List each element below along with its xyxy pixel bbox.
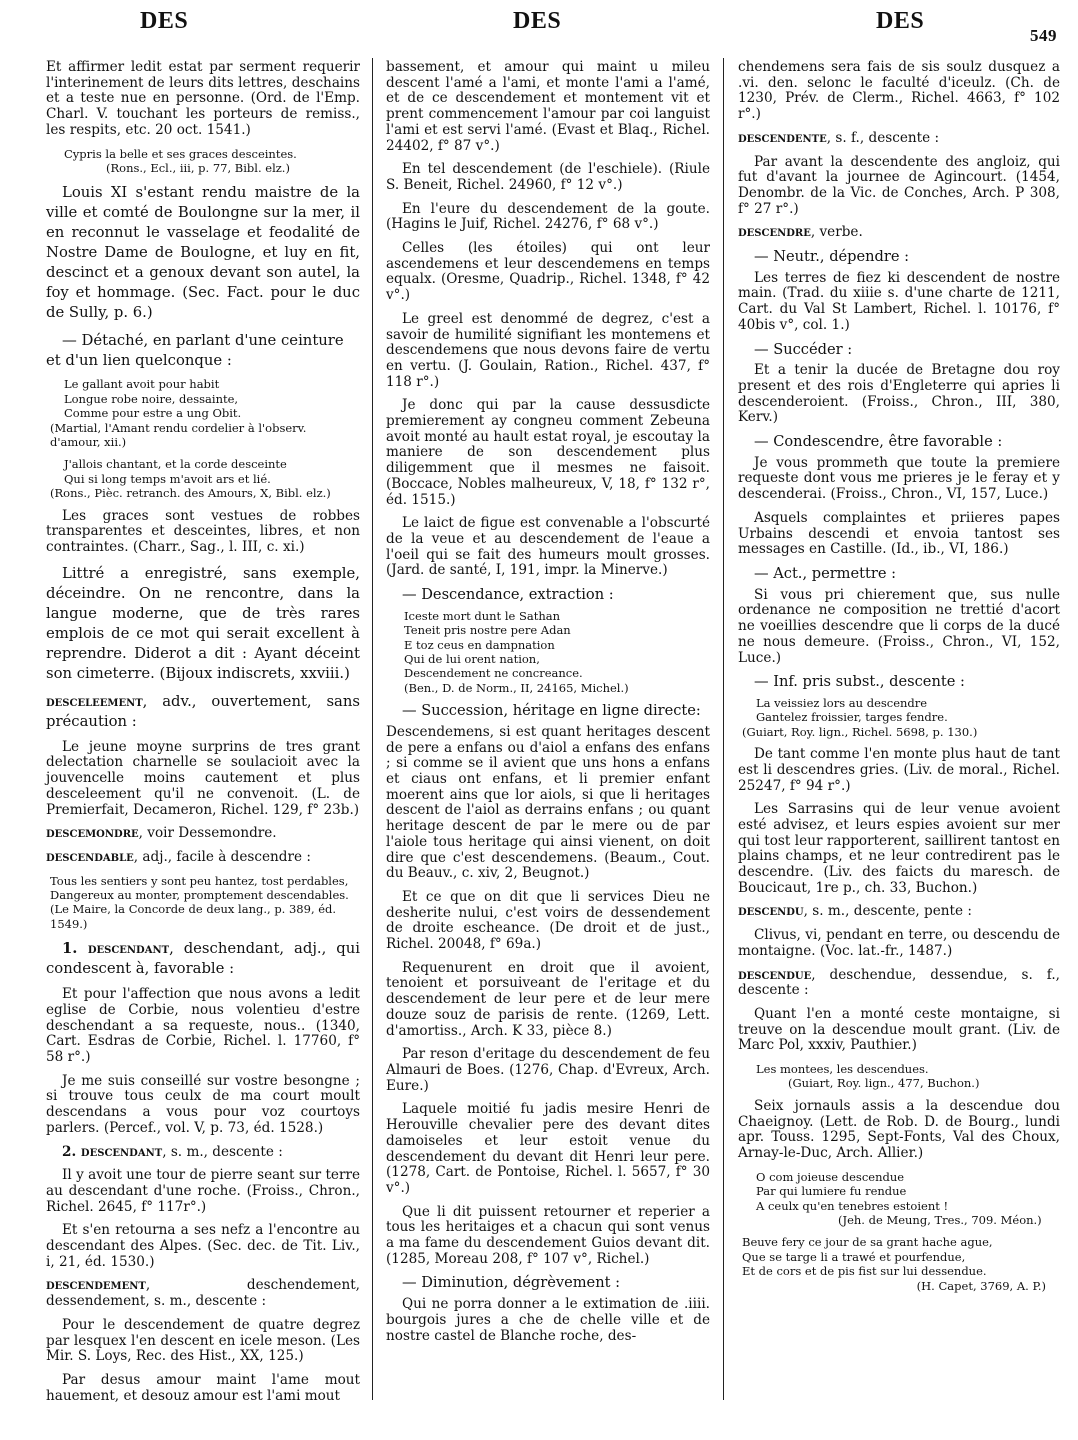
paragraph: Je vous prommeth que toute la premiere requeste dont vous me prieres je le feray et y descenderai. (Froiss., Chron., VI, 157, Luce.) — [738, 454, 1060, 503]
citation: (Rons., Ecl., iii, p. 77, Bibl. elz.) — [106, 160, 290, 175]
citation: (Martial, l'Amant rendu cordelier à l'observ. d'amour, xii.) — [50, 420, 307, 449]
column-3 — [738, 60, 1060, 1301]
entry-descelement — [46, 692, 360, 732]
headword: 1. descendant — [62, 940, 170, 958]
paragraph: En tel descendement (de l'eschiele). (Riule S. Beneit, Richel. 24960, f° 12 v°.) — [386, 161, 710, 193]
paragraph: Et pour l'affection que nous avons a ledit eglise de Corbie, nous volentieu d'estre deschendant a sa requeste, nous.. (1340, Cart. Esdras de Corbie, Richel. l. 17760, f° 58 r°.) — [46, 986, 360, 1066]
column-rule — [723, 58, 724, 1400]
verse-line: E toz ceus en dampnation — [404, 637, 555, 652]
quotation — [46, 874, 360, 932]
entry-descendant-2 — [46, 1145, 360, 1161]
column-2 — [386, 60, 710, 1352]
paragraph: Le greel est denommé de degrez, c'est a savoir de humilité signifiant les montemens et descendemens que nous devons faire de vertu en vertu. (J. Goulain, Ration., Richel. 437, f° 118 r°.) — [386, 310, 710, 390]
column-rule — [372, 58, 373, 1400]
running-head-center: DES — [513, 8, 562, 34]
citation: (Rons., Pièc. retranch. des Amours, X, Bibl. elz.) — [50, 486, 331, 501]
verse-line: Les montees, les descendues. — [756, 1062, 929, 1077]
quotation — [46, 457, 360, 500]
verse-line: Qui si long temps m'avoit ars et lié. — [64, 471, 271, 486]
column-1 — [46, 60, 360, 1412]
quotation — [738, 1170, 1060, 1228]
paragraph: Si vous pri chierement que, sus nulle ordenance ne composition ne trettié d'acort ne voeillies descendre que li corps de la ducé ne nous demeure. (Froiss., Chron., VI, 152, Luce.) — [738, 586, 1060, 666]
paragraph: Que li dit puissent retourner et reperier a tous les heritaiges et a chacun qui sont venus a ma fame du descendement Guios devant dit. (1285, Moreau 208, f° 107 v°, Richel.) — [386, 1203, 710, 1267]
verse-line: Le gallant avoit pour habit — [64, 377, 220, 392]
paragraph: Par avant la descendente des angloiz, qui fut d'avant la journee de Agincourt. (1454, Denombr. de la Vic. de Conches, Arch. P 308, f° 27 r°.) — [738, 153, 1060, 217]
entry-descendre — [738, 225, 1060, 241]
paragraph: Le jeune moyne surprins de tres grant delectation charnelle se soulacioit avec la jouvencelle moins cautement et plus desceleement qu'il ne convenoit. (L. de Premierfait, Decameron, Richel. 129, f° 23b.) — [46, 738, 360, 818]
paragraph: Et s'en retourna a ses nefz a l'encontre au descendant des Alpes. (Sec. dec. de Tit. Liv., i, 21, éd. 1530.) — [46, 1222, 360, 1270]
headword: descendement — [46, 1277, 146, 1294]
entry-gloss: , s. m., descente, pente : — [803, 903, 972, 920]
paragraph: Je donc qui par la cause dessusdicte premierement ay congneu comment Zebeuna avoit monté au hault estat royal, je escoutay la maniere de son descendement plus diligemment que il mesmes ne faisoit. (Boccace, Nobles malheureux, V, 18, f° 132 r°, éd. 1515.) — [386, 397, 710, 508]
sense-heading: — Act., permettre : — [754, 564, 897, 582]
paragraph: En l'eure du descendement de la goute. (Hagins le Juif, Richel. 24276, f° 68 v°.) — [386, 200, 710, 233]
citation: (Le Maire, la Concorde de deux lang., p. 389, éd. 1549.) — [50, 902, 337, 931]
entry-gloss: , voir Dessemondre. — [138, 825, 277, 842]
entry-gloss: , verbe. — [810, 224, 863, 241]
running-head-left: DES — [140, 8, 189, 34]
verse-line: Qui de lui orent nation, — [404, 652, 540, 667]
quotation — [738, 696, 1060, 739]
entry-descemondre — [46, 826, 360, 842]
sense-heading: — Détaché, en parlant d'une ceinture et d'un lien quelconque : — [46, 332, 344, 370]
paragraph: Je me suis conseillé sur vostre besongne ; si trouve tous ceulx de ma court moult descendans a vous pour voz courtoys parlers. (Percef., vol. V, p. 73, éd. 1528.) — [46, 1072, 360, 1136]
paragraph: Clivus, vi, pendant en terre, ou descendu de montaigne. (Voc. lat.-fr., 1487.) — [738, 927, 1060, 959]
entry-descendu — [738, 904, 1060, 920]
paragraph: Seix jornauls assis a la descendue dou Chaeignoy. (Lett. de Rob. D. de Bourg., lundi apr. Touss. 1295, Sept-Fonts, Val des Choux, Arnay-le-Duc, Arch. Allier.) — [738, 1097, 1060, 1161]
paragraph: Les graces sont vestues de robbes transparentes et desceintes, libres, et non contraintes. (Charr., Sag., l. III, c. xi.) — [46, 507, 360, 555]
paragraph: Par reson d'eritage du descendement de feu Almauri de Boes. (1276, Chap. d'Evreux, Arch. Eure.) — [386, 1046, 710, 1094]
headword: descemondre — [46, 825, 139, 842]
paragraph: Asquels complaintes et priieres papes Urbains descendi et envoia tantost ses messages en Castille. (Id., ib., VI, 186.) — [738, 509, 1060, 558]
paragraph: Quant l'en a monté ceste montaigne, si treuve on la descendue moult grant. (Liv. de Marc Pol, xxxiv, Pauthier.) — [738, 1005, 1060, 1054]
sense-heading: — Succession, héritage en ligne directe: — [402, 702, 701, 720]
paragraph: Et a tenir la ducée de Bretagne dou roy present et des rois d'Engleterre qui apries li descenderoient. (Froiss., Chron., III, 380, Kerv.) — [738, 362, 1060, 426]
paragraph: Celles (les étoiles) qui ont leur ascendemens et leur descendemens en temps equalx. (Oresme, Quadrip., Richel. 1348, f° 42 v°.) — [386, 240, 710, 304]
entry-descendant-1 — [46, 939, 360, 979]
verse-line: Que se targe li a trawé et pourfendue, — [742, 1249, 966, 1264]
entry-gloss: , deschendant, adj., qui condescent à, favorable : — [46, 940, 360, 978]
paragraph: Les terres de fiez ki descendent de nostre main. (Trad. du xiiie s. d'une charte de 1211, Cart. du Val St Lambert, Richel. l. 10176, f° 40bis v°, col. 1.) — [738, 269, 1060, 333]
sense-heading: — Succéder : — [754, 340, 853, 358]
verse-line: Longue robe noire, dessainte, — [64, 391, 239, 406]
paragraph: Laquele moitié fu jadis mesire Henri de Herouville chevalier pere des devant dites damoiseles et leur estoit venue du descendement du devant dit Henri leur pere. (1278, Cart. de Pontoise, Richel. l. 5657, f° 30 v°.) — [386, 1101, 710, 1196]
quotation — [738, 1062, 1060, 1091]
paragraph: De tant comme l'en monte plus haut de tant est li descendres gries. (Liv. de moral., Richel. 25247, f° 94 r°.) — [738, 746, 1060, 794]
quotation — [46, 147, 360, 176]
page-number: 549 — [1030, 26, 1057, 45]
quotation — [46, 377, 360, 449]
paragraph: Les Sarrasins qui de leur venue avoient esté advisez, et leurs espies avoient sur mer qui tost leur rapporterent, saillirent tantost en plains champs, et ne leur contredirent pas le descendre. (Liv. des faicts du maresch. de Boucicaut, 1re p., ch. 33, Buchon.) — [738, 801, 1060, 896]
verse-line: J'allois chantant, et la corde desceinte — [64, 457, 287, 472]
editorial-note: Littré a enregistré, sans exemple, déceindre. On ne rencontre, dans la langue moderne, que de très rares emplois de ce mot qui serait excellent à reprendre. Diderot a dit : Ayant déceint son cimeterre. (Bijoux indiscrets, xxviii.) — [46, 564, 360, 682]
sense-heading: — Diminution, dégrèvement : — [402, 1274, 621, 1292]
entry-gloss: , adv., ouvertement, sans précaution : — [46, 692, 360, 730]
sense-heading: — Neutr., dépendre : — [754, 248, 910, 266]
paragraph: Il y avoit une tour de pierre seant sur terre au descendant d'une roche. (Froiss., Chron., Richel. 2645, f° 117r°.) — [46, 1167, 360, 1215]
entry-descendable — [46, 850, 360, 866]
entry-gloss: , deschendue, dessendue, s. f., descente : — [738, 966, 1060, 999]
sense-heading: — Inf. pris subst., descente : — [754, 673, 965, 691]
headword: 2. descendant — [62, 1143, 163, 1160]
paragraph: Requenurent en droit que il avoient, tenoient et porsuiveant de l'eritage et du descendement de leur pere et de leur mere douze souz de parisis de rente. (1269, Lett. d'amortiss., Arch. K 33, pièce 8.) — [386, 959, 710, 1039]
paragraph: chendemens sera fais de sis soulz dusquez a .vi. den. selonc le faculté d'iceulz. (Ch. de 1230, Prév. de Clerm., Richel. 4663, f° 102 r°.) — [738, 59, 1060, 123]
verse-line: Beuve fery ce jour de sa grant hache ague, — [742, 1235, 993, 1250]
entry-gloss: , s. f., descente : — [826, 129, 940, 146]
headword: desceleement — [46, 692, 143, 710]
paragraph: Louis XI s'estant rendu maistre de la ville et comté de Boulongne sur la mer, il en reconnut le vasselage et feodalité de Nostre Dame de Boulogne, et luy en fit, descinct et a genoux devant son autel, la foy et hommage. (Sec. Fact. pour le duc de Sully, p. 6.) — [46, 184, 360, 322]
sense-heading: — Descendance, extraction : — [402, 586, 614, 604]
entry-descendente — [738, 131, 1060, 147]
entry-gloss: , adj., facile à descendre : — [133, 848, 311, 865]
paragraph: Qui ne porra donner a le extimation de .iiii. bourgois jures a che de chelle ville et de nostre castel de Blanche roche, des- — [386, 1296, 710, 1344]
headword: descendu — [738, 903, 804, 920]
entry-gloss: , s. m., descente : — [162, 1143, 283, 1160]
citation: (Guiart, Roy. lign., Richel. 5698, p. 130.) — [742, 724, 978, 739]
verse-line: Gantelez froissier, targes fendre. — [756, 710, 948, 725]
headword: descendable — [46, 848, 134, 865]
paragraph: bassement, et amour qui maint u mileu descent l'amé a l'ami, et monte l'ami a l'amé, et de ce descendement et montement vit et prent commencement l'amour par coi languist l'ami et est servi l'amé. (Evast et Blaq., Richel. 24402, f° 87 v°.) — [386, 59, 710, 154]
paragraph: Par desus amour maint l'ame mout hauement, et desouz amour est l'ami mout — [46, 1372, 360, 1404]
paragraph: Et ce que on dit que li services Dieu ne desherite nului, c'est voirs de dessendement de droite escheance. (De droit et de just., Richel. 20048, f° 69a.) — [386, 888, 710, 953]
paragraph: Et affirmer ledit estat par serment requerir l'interinement de leurs dits lettres, deschains et a teste nue en personne. (Ord. de l'Emp. Charl. V. touchant les porteurs de remiss., les respits, etc. 20 oct. 1541.) — [46, 59, 360, 138]
citation: (Ben., D. de Norm., II, 24165, Michel.) — [404, 680, 629, 695]
verse-line: A ceulx qu'en tenebres estoient ! — [756, 1198, 949, 1213]
verse-line: Cypris la belle et ses graces desceintes. — [64, 146, 297, 161]
sense-heading: — Condescendre, être favorable : — [754, 433, 1003, 451]
verse-line: Par qui lumiere fu rendue — [756, 1184, 907, 1199]
citation: (Jeh. de Meung, Tres., 709. Méon.) — [838, 1212, 1042, 1227]
paragraph: Le laict de figue est convenable a l'obscurté de la veue et au descendement de l'eaue a l'oeil qui se fait des humeurs moult grosses. (Jard. de santé, I, 191, impr. la Minerve.) — [386, 515, 710, 579]
verse-line: Et de cors et de pis fist sur lui dessendue. — [742, 1264, 987, 1279]
headword: descendue — [738, 966, 812, 983]
entry-descendue — [738, 968, 1060, 999]
headword: descendre — [738, 224, 811, 241]
verse-line: O com joieuse descendue — [756, 1169, 905, 1184]
headword: descendente — [738, 129, 827, 146]
quotation — [738, 1235, 1060, 1293]
running-head-right: DES — [876, 8, 925, 34]
verse-line: Comme pour estre a ung Obit. — [64, 406, 242, 421]
verse-line: Tous les sentiers y sont peu hantez, tost perdables, Dangereux au monter, promptement descendables. — [50, 873, 349, 903]
entry-gloss: , deschendement, dessendement, s. m., descente : — [46, 1277, 360, 1310]
verse-line: Teneit pris nostre pere Adan — [404, 623, 571, 638]
verse-line: La veissiez lors au descendre — [756, 695, 928, 710]
verse-line: Descendement ne concreance. — [404, 666, 583, 681]
paragraph: Descendemens, si est quant heritages descent de pere a enfans ou d'aiol a enfans des enfans ; si comme se il avient que uns hons a enfans et ciaus ont enfans, et li premier enfant moerent ains que lor aiols, si que li heritages descent de l'aiol as derrains enfans ; ou quant heritage descent de par le mere ou de par l'aiole tous heritage qui ainsi vienent, on doit dire que c'est descendemens. (Beaum., Cout. du Beauv., c. xiv, 2, Beugnot.) — [386, 723, 710, 882]
entry-descendement — [46, 1278, 360, 1309]
citation: (H. Capet, 3769, A. P.) — [916, 1278, 1046, 1293]
citation: (Guiart, Roy. lign., 477, Buchon.) — [788, 1076, 980, 1091]
paragraph: Pour le descendement de quatre degrez par lesquex l'en descent en icele meson. (Les Mir. S. Loys, Rec. des Hist., XX, 125.) — [46, 1316, 360, 1365]
quotation — [386, 609, 710, 695]
verse-line: Iceste mort dunt le Sathan — [404, 608, 560, 623]
